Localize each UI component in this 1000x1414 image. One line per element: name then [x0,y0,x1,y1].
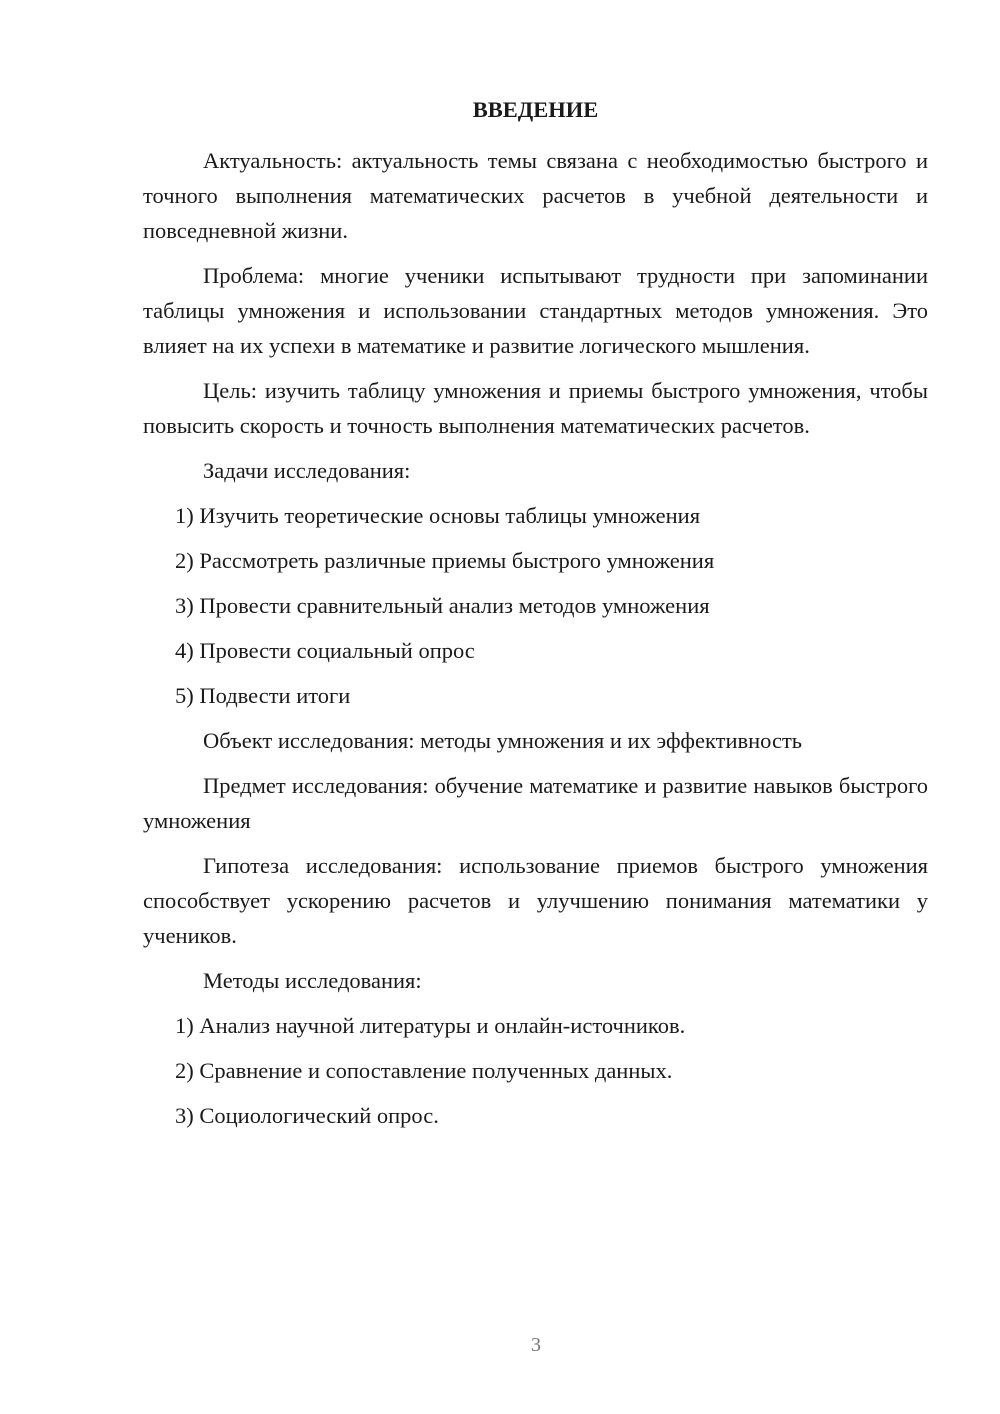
list-item: 3) Провести сравнительный анализ методов умножения [175,593,710,618]
list-item: 3) Социологический опрос. [175,1103,439,1128]
list-item: 4) Провести социальный опрос [175,638,475,663]
page-number: 3 [531,1334,541,1356]
list-item: 5) Подвести итоги [175,683,351,708]
list-item: 2) Рассмотреть различные приемы быстрого умножения [175,548,715,573]
hypothesis-paragraph: Гипотеза исследования: использование приемов быстрого умножения способствует ускорению расчетов и улучшению понимания математики у учеников. [143,853,928,948]
problem-paragraph: Проблема: многие ученики испытывают трудности при запоминании таблицы умножения и использовании стандартных методов умножения. Это влияет на их успехи в математике и развитие логического мышления. [143,263,928,358]
page-title: ВВЕДЕНИЕ [472,97,599,122]
methods-label: Методы исследования: [203,968,422,993]
subject-paragraph: Предмет исследования: обучение математике и развитие навыков быстрого умножения [143,773,928,833]
tasks-list [143,498,928,713]
methods-list [143,1008,928,1133]
list-item: 2) Сравнение и сопоставление полученных данных. [175,1058,673,1083]
tasks-label: Задачи исследования: [203,458,411,483]
goal-paragraph: Цель: изучить таблицу умножения и приемы быстрого умножения, чтобы повысить скорость и точность выполнения математических расчетов. [143,378,928,438]
object-paragraph: Объект исследования: методы умножения и их эффективность [203,728,803,753]
page-content [143,95,928,1143]
list-item: 1) Изучить теоретические основы таблицы умножения [175,503,701,528]
list-item: 1) Анализ научной литературы и онлайн-источников. [175,1013,686,1038]
relevance-paragraph: Актуальность: актуальность темы связана с необходимостью быстрого и точного выполнения математических расчетов в учебной деятельности и повседневной жизни. [143,148,928,243]
